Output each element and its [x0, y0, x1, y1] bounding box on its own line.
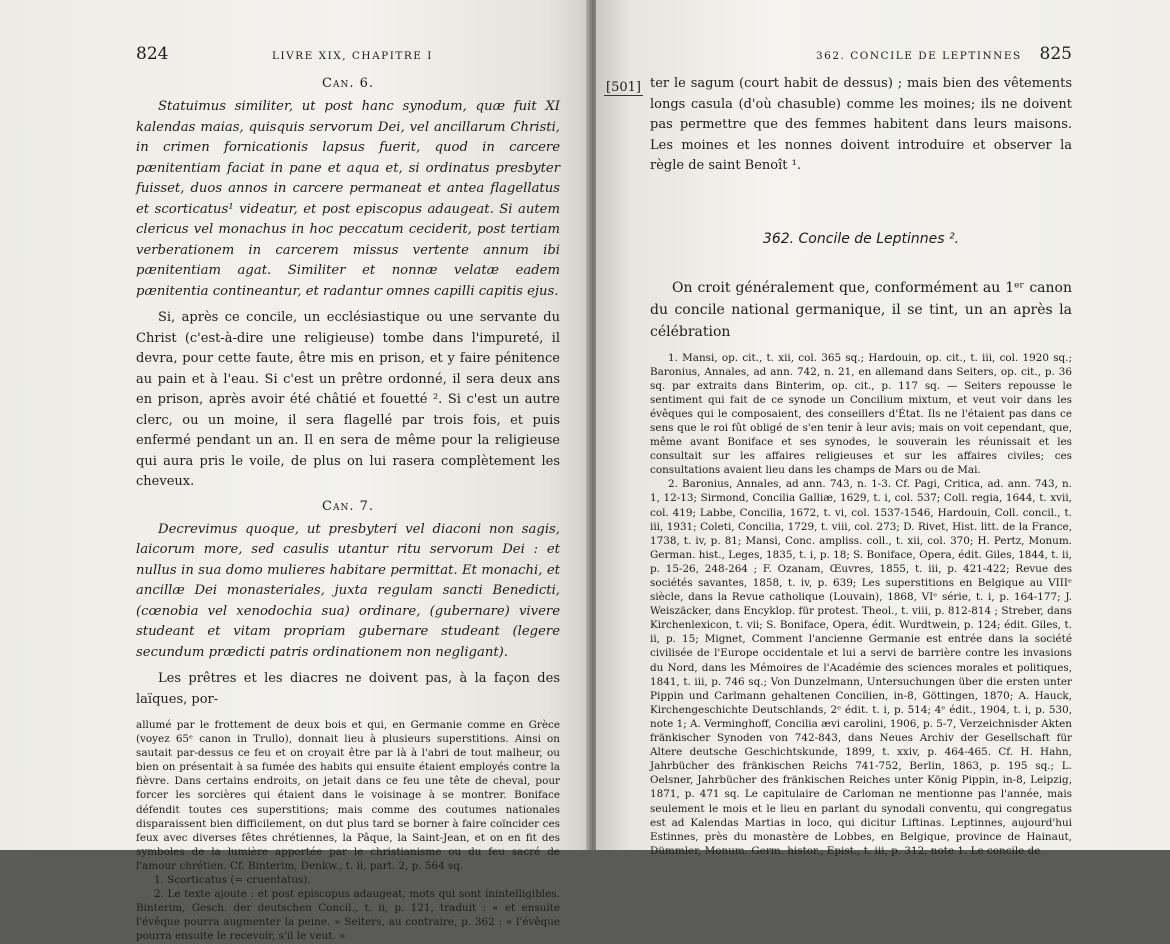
canon-6-latin-text: Statuimus similiter, ut post hanc synodum, quæ fuit XI kalendas maias, quisquis servorum Dei, vel ancillarum Christi, in crimen fornicationis lapsus fuerit, quod in carcere pænitentiam faciat in pane et aqua et, si ordinatus presbyter fuisset, duos annos in carcere permaneat et antea flagellatus et scorticatus¹ videatur, et post episcopus adaugeat. Si autem clericus vel monachus in hoc peccatum ceciderit, post tertiam verberationem in carcerem missus vertente annum ibi pænitentiam agat. Similiter et nonnæ velatæ eadem pænitentia contineantur, et radantur omnes capilli capitis ejus. [136, 99, 560, 299]
right-footnote-2: 2. Baronius, Annales, ad ann. 743, n. 1-3. Cf. Pagi, Critica, ad. ann. 743, n. 1, 12-13; Sirmond, Concilia Galliæ, 1629, t. i, col. 537; Coll. regia, 1644, t. xvii, col. 419; Labbe, Concilia, 1672, t. vi, col. 1537-1546, Hardouin, Coll. concil., t. iii, 1931; Coleti, Concilia, 1729, t. viii, col. 273; D. Rivet, Hist. litt. de la France, 1738, t. iv, p. 81; Mansi, Conc. ampliss. coll., t. xii, col. 370; H. Pertz, Monum. German. hist., Leges, 1835, t. i, p. 18; S. Boniface, Opera, édit. Giles, 1844, t. ii, p. 15-26, 248-264 ; F. Ozanam, Œuvres, 1855, t. iii, p. 421-422; Revue des sociétés savantes, 1858, t. iv, p. 639; Les superstitions en Belgique au VIIIᵉ siècle, dans la Revue catholique (Louvain), 1868, VIᵉ série, t. i, p. 164-177; J. Weiszäcker, dans Encyklop. für protest. Theol., t. viii, p. 812-814 ; Streber, dans Kirchenlexicon, t. vii; S. Boniface, Opera, édit. Wurdtwein, p. 124; édit. Giles, t. ii, p. 15; Mignet, Comment l'ancienne Germanie est entrée dans la société civilisée de l'Europe occidentale et lui a servi de barrière contre les invasions du Nord, dans les Mémoires de l'Académie des sciences morales et politiques, 1841, t. iii, p. 746 sq.; Von Dunzelmann, Untersuchungen über die ersten unter Pippin und Carlmann gehaltenen Concilien, in-8, Göttingen, 1870; A. Hauck, Kirchengeschichte Deutschlands, 2ᵉ édit. t. i, p. 514; 4ᵉ édit., 1904, t. i, p. 530, note 1; A. Verminghoff, Concilia ævi carolini, 1906, p. 5-7, Verzeichnisder Akten fränkischer Synoden von 742-843, dans Neues Archiv der Gesellschaft für Altere deutsche Geschichtskunde, 1899, t. xxiv, p. 464-465. Cf. H. Hahn, Jahrbücher des fränkischen Reichs 741-752, Berlin, 1863, p. 195 sq.; L. Oelsner, Jahrbücher des fränkischen Reiches unter König Pippin, in-8, Leipzig, 1871, p. 471 sq. Le capitulaire de Carloman ne mentionne pas l'année, mais seulement le mois et le lieu en parlant du synodali conventu, qui congregatus est ad Kalendas Martias in loco, qui dicitur Liftinas. Leptinnes, aujourd'hui Estinnes, près du monastère de Lobbes, en Belgique, province de Hainaut, Dümmler, Monum. Germ. histor., Epist., t. iii, p. 312, note 1. Le concile de [650, 478, 1072, 857]
footnote-1: 1. Scorticatus (= cruentatus). [154, 874, 311, 887]
right-page [596, 0, 1170, 857]
section-intro: On croit généralement que, conformément au 1ᵉʳ canon du concile national germanique, il se tint, un an après la célébration [650, 279, 1072, 340]
canon-7-title: Can. 7. [322, 498, 374, 514]
right-header [650, 46, 1072, 74]
canon-6-french-text: Si, après ce concile, un ecclésiastique ou une servante du Christ (c'est-à-dire une religieuse) tombe dans l'impureté, il devra, pour cette faute, être mis en prison, et y faire pénitence au pain et à l'eau. Si c'est un prêtre ordonné, il sera deux ans en prison, après avoir été châtié et fouetté ². Si c'est un autre clerc, ou un moine, il sera flagellé par trois fois, et puis enfermé pendant un an. Il en sera de même pour la religieuse qui aura pris le voile, de plus on lui rasera complètement les cheveux. [136, 310, 560, 489]
left-page-number: 824 [136, 44, 169, 64]
right-page-number: 825 [1039, 44, 1072, 64]
canon-7-french-text: Les prêtres et les diacres ne doivent pas, à la façon des laïques, por- [136, 671, 560, 707]
footnote-2: 2. Le texte ajoute : et post episcopus adaugeat, mots qui sont inintelligibles. Binterim, Gesch. der deutschen Concil., t. ii, p. 121, traduit : « et ensuite l'évêque pourra augmenter la peine. » Seiters, au contraire, p. 362 : « l'évêque pourra ensuite le recevoir, s'il le veut. » [136, 888, 560, 943]
footnote-continuation: allumé par le frottement de deux bois et qui, en Germanie comme en Grèce (voyez 65ᵉ canon in Trullo), donnait lieu à plusieurs superstitions. Ainsi on sautait par-dessus ce feu et on croyait être par là à l'abri de tout malheur, ou bien on présentait à sa fumée des habits qui ensuite étaient employés contre la fièvre. Dans certains endroits, on jetait dans ce feu une tête de cheval, pour forcer les sorcières qui étaient dans le voisinage à se montrer. Boniface défendit toutes ces superstitions; mais comme des coutumes nationales disparaissent bien difficilement, on dut plus tard se borner à faire coïncider ces feux avec diverses fêtes chrétiennes, la Pâque, la Saint-Jean, et on en fit des symboles de la lumière apportée par le christianisme ou du feu sacré de l'amour chrétien. Cf. Binterim, Denkw., t. ii, part. 2, p. 564 sq. [136, 719, 560, 872]
canon-7-latin-text: Decrevimus quoque, ut presbyteri vel diaconi non sagis, laicorum more, sed casulis utantur ritu servorum Dei : et nullus in sua domo mulieres habitare permittat. Et monachi, et ancillæ Dei monasteriales, juxta regulam sancti Benedicti, (cœnobia vel xenodochia sua) ordinare, (gubernare) vivere studeant et vitam propriam gubernare studeant (legere secundum prædicti patris ordinationem non negligant). [136, 521, 560, 660]
left-header [136, 46, 560, 74]
section-title: 362. Concile de Leptinnes ². [762, 230, 960, 247]
margin-reference: [501] [606, 80, 641, 95]
right-footnote-1: 1. Mansi, op. cit., t. xii, col. 365 sq.; Hardouin, op. cit., t. iii, col. 1920 sq.; Baronius, Annales, ad ann. 742, n. 21, en allemand dans Seiters, op. cit., p. 36 sq. par extraits dans Binterim, op. cit., p. 117 sq. — Seiters repousse le sentiment qui fait de ce synode un Concilium mixtum, et veut voir dans les évêques qui le composaient, des conseillers d'État. Ils ne l'étaient pas dans ce sens que le roi fût obligé de s'en tenir à leur avis; mais on voit cependant, que, même avant Boniface et ses synodes, le souverain les réunissait et les consultait sur les affaires religieuses et sur les affaires civiles; ces consultations avaient lieu dans les champs de Mars ou de Mai. [650, 351, 1072, 477]
canon-7-continuation: ter le sagum (court habit de dessus) ; mais bien des vêtements longs casula (d'où chasuble) comme les moines; ils ne doivent pas permettre que des femmes habitent dans leurs maisons. Les moines et les nonnes doivent introduire et observer la règle de saint Benoît ¹. [650, 76, 1072, 173]
canon-6-title: Can. 6. [322, 76, 374, 91]
right-running-head: 362. CONCILE DE LEPTINNES [816, 50, 1022, 62]
left-running-head: LIVRE XIX, CHAPITRE I [272, 50, 433, 62]
